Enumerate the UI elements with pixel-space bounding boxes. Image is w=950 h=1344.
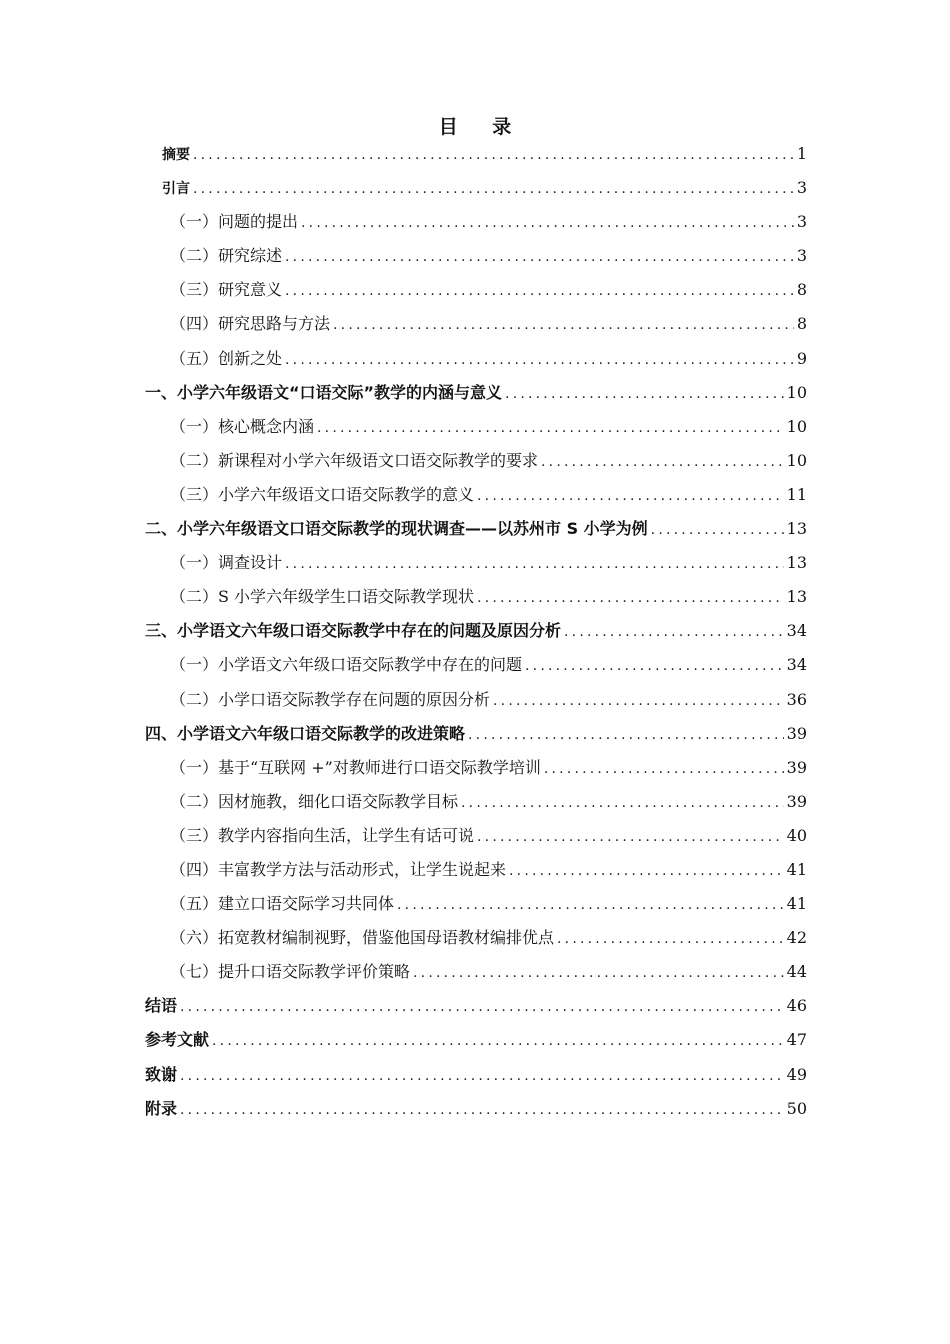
toc-dot-leader: [477, 479, 784, 513]
toc-entry-page: 34: [786, 621, 807, 641]
toc-entry-label: （一）小学语文六年级口语交际教学中存在的问题: [170, 655, 523, 675]
toc-entry-page: 10: [786, 416, 807, 436]
toc-entry-page: 3: [796, 212, 807, 232]
toc-dot-leader: [193, 138, 794, 172]
toc-dot-leader: [180, 1093, 784, 1127]
toc-dot-leader: [285, 343, 794, 377]
toc-entry-label: （二）因材施教，细化口语交际教学目标: [170, 791, 459, 811]
toc-dot-leader: [317, 411, 784, 445]
toc-entry-page: 36: [786, 689, 807, 709]
toc-entry-page: 40: [786, 825, 807, 845]
toc-entry-page: 11: [786, 484, 807, 504]
toc-entry[interactable]: [145, 239, 807, 273]
toc-entry-label: （二）新课程对小学六年级语文口语交际教学的要求: [170, 450, 539, 470]
toc-entry[interactable]: [145, 683, 807, 717]
toc-dot-leader: [285, 240, 794, 274]
toc-entry-label: 四、小学语文六年级口语交际教学的改进策略: [145, 723, 466, 743]
toc-entry-page: 49: [786, 1064, 807, 1084]
toc-entry-label: 引言: [162, 181, 190, 198]
toc-entry[interactable]: [145, 546, 807, 580]
toc-list: [145, 137, 807, 1126]
toc-entry-label: （三）教学内容指向生活，让学生有话可说: [170, 825, 475, 845]
toc-entry-label: （一）调查设计: [170, 553, 283, 573]
toc-dot-leader: [180, 990, 784, 1024]
toc-entry-page: 13: [786, 553, 807, 573]
toc-entry-label: 摘要: [162, 147, 190, 163]
toc-entry-page: 46: [786, 996, 807, 1016]
toc-entry-page: 39: [786, 757, 807, 777]
toc-dot-leader: [525, 649, 784, 683]
toc-entry[interactable]: [145, 205, 807, 239]
toc-entry-page: 39: [786, 723, 807, 743]
toc-entry[interactable]: [145, 444, 807, 478]
toc-dot-leader: [333, 308, 794, 342]
toc-entry[interactable]: [145, 955, 807, 989]
toc-entry[interactable]: [145, 1058, 807, 1092]
toc-entry[interactable]: [145, 819, 807, 853]
toc-entry-label: （五）创新之处: [170, 348, 283, 368]
toc-entry-page: 41: [786, 894, 807, 914]
toc-entry-label: （四）丰富教学方法与活动形式，让学生说起来: [170, 859, 507, 879]
toc-entry-label: （二）研究综述: [170, 246, 283, 266]
toc-entry-label: （二）S 小学六年级学生口语交际教学现状: [170, 587, 475, 607]
toc-entry[interactable]: [145, 989, 807, 1023]
toc-dot-leader: [285, 274, 794, 308]
toc-entry-label: （三）小学六年级语文口语交际教学的意义: [170, 484, 475, 504]
toc-entry-label: （七）提升口语交际教学评价策略: [170, 962, 411, 982]
toc-dot-leader: [397, 888, 784, 922]
toc-entry-label: 二、小学六年级语文口语交际教学的现状调查——以苏州市 S 小学为例: [145, 519, 648, 539]
toc-entry-label: 一、小学六年级语文“口语交际”教学的内涵与意义: [145, 382, 503, 402]
toc-entry[interactable]: [145, 342, 807, 376]
toc-dot-leader: [477, 820, 784, 854]
toc-entry[interactable]: [145, 887, 807, 921]
toc-dot-leader: [564, 615, 784, 649]
toc-dot-leader: [468, 718, 784, 752]
toc-entry-label: 参考文献: [145, 1030, 210, 1050]
toc-title: 目 录: [438, 116, 526, 138]
toc-dot-leader: [285, 547, 784, 581]
toc-entry-page: 1: [796, 144, 807, 163]
toc-entry[interactable]: [145, 273, 807, 307]
toc-dot-leader: [505, 377, 784, 411]
toc-entry[interactable]: [145, 580, 807, 614]
toc-entry-page: 8: [796, 280, 807, 300]
toc-entry-label: 致谢: [145, 1064, 178, 1084]
toc-entry[interactable]: [145, 921, 807, 955]
toc-entry[interactable]: [145, 717, 807, 751]
toc-dot-leader: [461, 786, 784, 820]
toc-entry-label: （六）拓宽教材编制视野，借鉴他国母语教材编排优点: [170, 928, 555, 948]
toc-entry[interactable]: [145, 137, 807, 171]
toc-entry-page: 47: [786, 1030, 807, 1050]
toc-entry[interactable]: [145, 478, 807, 512]
toc-entry[interactable]: [145, 751, 807, 785]
toc-entry[interactable]: [145, 512, 807, 546]
toc-dot-leader: [651, 513, 784, 547]
toc-entry-page: 8: [796, 314, 807, 334]
toc-dot-leader: [541, 445, 784, 479]
toc-dot-leader: [212, 1024, 784, 1058]
toc-entry[interactable]: [145, 1023, 807, 1057]
toc-dot-leader: [301, 206, 794, 240]
toc-entry-label: 附录: [145, 1098, 178, 1118]
toc-entry-page: 42: [786, 928, 807, 948]
toc-entry[interactable]: [145, 614, 807, 648]
toc-entry-page: 10: [786, 382, 807, 402]
toc-entry[interactable]: [145, 171, 807, 205]
toc-entry-page: 41: [786, 859, 807, 879]
toc-entry-page: 9: [796, 348, 807, 368]
toc-entry[interactable]: [145, 376, 807, 410]
toc-dot-leader: [413, 956, 784, 990]
toc-entry-page: 39: [786, 791, 807, 811]
toc-entry-page: 34: [786, 655, 807, 675]
toc-dot-leader: [544, 752, 784, 786]
toc-entry-label: 三、小学语文六年级口语交际教学中存在的问题及原因分析: [145, 621, 562, 641]
toc-dot-leader: [193, 172, 794, 206]
toc-entry[interactable]: [145, 853, 807, 887]
toc-entry-label: 结语: [145, 996, 178, 1016]
toc-entry-page: 10: [786, 450, 807, 470]
toc-entry-page: 50: [786, 1098, 807, 1118]
toc-entry[interactable]: [145, 1092, 807, 1126]
toc-entry-label: （四）研究思路与方法: [170, 314, 331, 334]
toc-entry-page: 3: [796, 178, 807, 198]
toc-entry-page: 13: [786, 519, 807, 539]
toc-dot-leader: [509, 854, 784, 888]
toc-entry-label: （一）问题的提出: [170, 212, 299, 232]
toc-entry-page: 13: [786, 587, 807, 607]
toc-entry[interactable]: [145, 410, 807, 444]
toc-entry[interactable]: [145, 648, 807, 682]
toc-entry-page: 44: [786, 962, 807, 982]
toc-entry-label: （二）小学口语交际教学存在问题的原因分析: [170, 689, 491, 709]
toc-entry-label: （一）基于“互联网 +”对教师进行口语交际教学培训: [170, 757, 541, 777]
toc-dot-leader: [477, 581, 784, 615]
toc-dot-leader: [180, 1059, 784, 1093]
toc-entry-label: （五）建立口语交际学习共同体: [170, 894, 395, 914]
toc-dot-leader: [557, 922, 784, 956]
toc-entry-label: （一）核心概念内涵: [170, 416, 315, 436]
toc-entry[interactable]: [145, 785, 807, 819]
toc-entry-label: （三）研究意义: [170, 280, 283, 300]
toc-entry-page: 3: [796, 246, 807, 266]
toc-entry[interactable]: [145, 307, 807, 341]
toc-dot-leader: [493, 684, 784, 718]
